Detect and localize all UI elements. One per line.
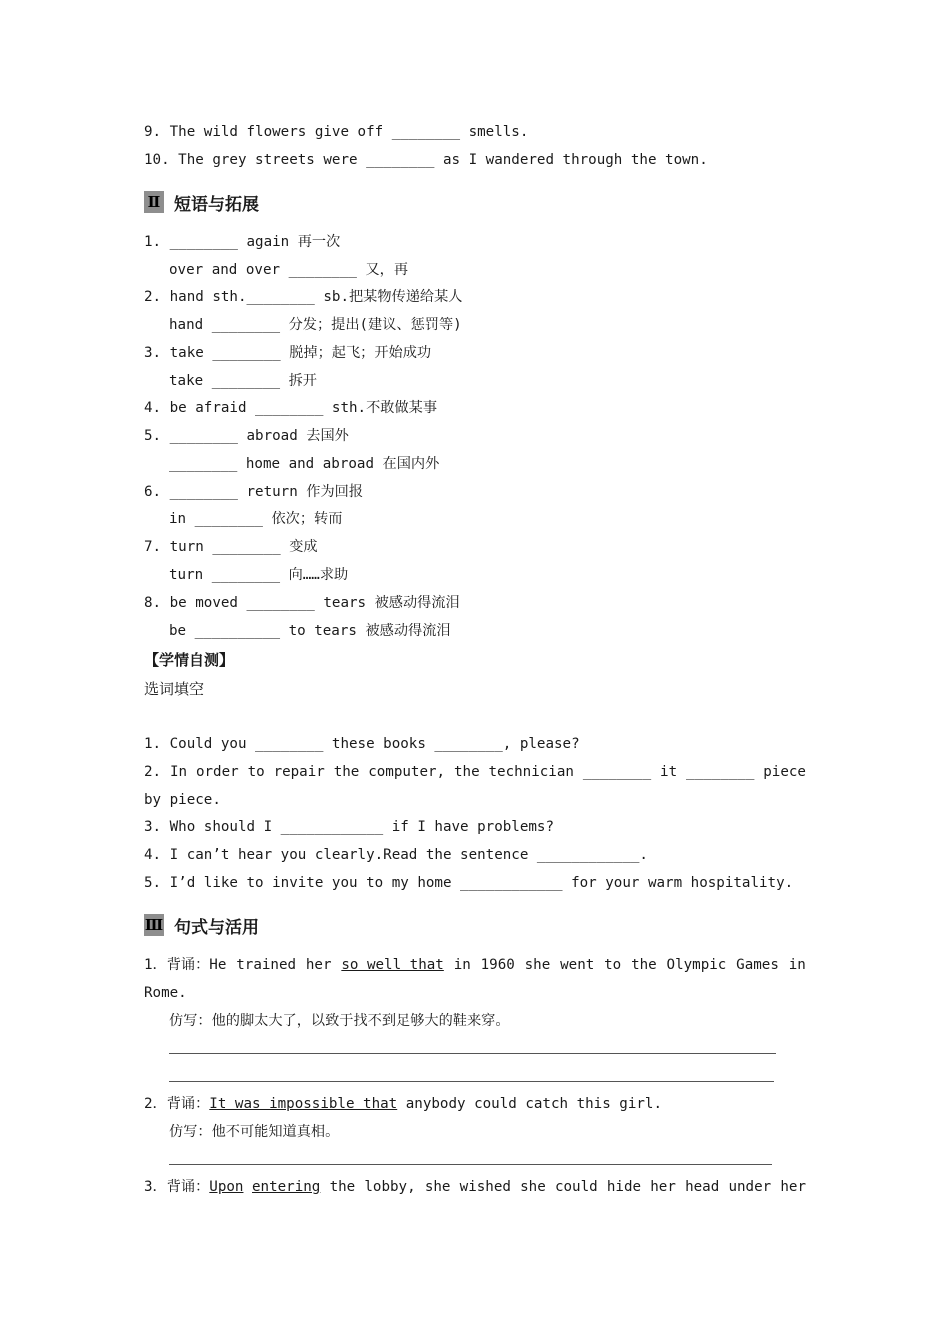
blank: ________ [582, 764, 652, 780]
word: repair [273, 764, 325, 780]
word: wished [459, 1179, 511, 1195]
phrase-item: be __________ to tears 被感动得流泪 [169, 623, 451, 639]
phrase-item: 1. ________ again 再一次 [144, 234, 341, 250]
phrase-item: hand ________ 分发；提出(建议、惩罚等) [169, 317, 462, 333]
phrase-item: 4. be afraid ________ sth.不敢做某事 [144, 400, 438, 416]
word: went [560, 957, 595, 973]
section-2-heading [144, 190, 259, 214]
word: technician [488, 764, 574, 780]
phrase-item: 8. be moved ________ tears 被感动得流泪 [144, 595, 460, 611]
word: to [604, 957, 622, 973]
word: it [660, 764, 678, 780]
word: the [333, 764, 360, 780]
word: 1960 [480, 957, 515, 973]
word-part: entering [252, 1179, 321, 1195]
self-test-q5: 5. I’d like to invite you to my home ____________ for your warm hospitality. [144, 875, 794, 891]
section-2-title: 短语与拓展 [174, 194, 259, 215]
word: trained [236, 957, 297, 973]
blank: ________ [686, 764, 755, 780]
word: the [631, 957, 657, 973]
key-structure: It was impossible that [209, 1096, 398, 1112]
word: Olympic [666, 957, 727, 973]
word [144, 1177, 320, 1199]
phrase-item: 3. take ________ 脱掉；起飞；开始成功 [144, 345, 432, 361]
word: in [788, 957, 806, 973]
word: hide [606, 1179, 642, 1195]
phrase-item: 2. hand sth.________ sb.把某物传递给某人 [144, 289, 463, 305]
self-test-q1: 1. Could you ________ these books ________, please? [144, 736, 580, 752]
word: Games [736, 957, 779, 973]
word: to [247, 764, 265, 780]
word: 1．背诵：He [144, 957, 227, 973]
answer-line [169, 1053, 776, 1054]
practice-prompt-2: 仿写：他不可能知道真相。 [169, 1124, 340, 1140]
vocab-item-10: 10. The grey streets were ________ as I wandered through the town. [144, 152, 708, 168]
answer-line [169, 1081, 774, 1082]
word: the [329, 1179, 356, 1195]
word: she [524, 957, 551, 973]
recite-label: 2．背诵： [144, 1096, 210, 1112]
self-test-q3: 3. Who should I ____________ if I have problems? [144, 819, 554, 835]
word: her [305, 957, 332, 973]
word-part [243, 1179, 252, 1195]
phrase-item: turn ________ 向……求助 [169, 567, 349, 583]
phrase-item: take ________ 拆开 [169, 373, 317, 389]
self-test-q4: 4. I can’t hear you clearly.Read the sentence ____________. [144, 847, 648, 863]
word: 2. [144, 764, 162, 780]
phrase-item: ________ home and abroad 在国内外 [169, 456, 440, 472]
self-test-q2 [144, 762, 806, 784]
section-3-heading [144, 913, 259, 937]
word: in [453, 957, 471, 973]
sentence-pattern-1 [144, 955, 806, 977]
word: piece [763, 764, 806, 780]
section-2-numeral: Ⅱ [144, 191, 164, 213]
self-test-instruction: 选词填空 [144, 680, 205, 698]
phrase-item: 5. ________ abroad 去国外 [144, 428, 349, 444]
self-test-heading: 【学情自测】 [144, 651, 235, 669]
practice-prompt-1: 仿写：他的脚太大了，以致于找不到足够大的鞋来穿。 [169, 1013, 510, 1029]
vocab-item-9: 9. The wild flowers give off ________ smells. [144, 124, 529, 140]
phrase-item: in ________ 依次；转而 [169, 511, 343, 527]
word-part: 3．背诵： [144, 1179, 210, 1195]
word: computer, [368, 764, 446, 780]
phrase-item: 7. turn ________ 变成 [144, 539, 318, 555]
word: she [520, 1179, 546, 1195]
word: she [424, 1179, 451, 1195]
phrase-item: 6. ________ return 作为回报 [144, 484, 364, 500]
word: her [780, 1179, 806, 1195]
word: her [650, 1179, 676, 1195]
word: order [195, 764, 239, 780]
self-test-q2-continued: by piece. [144, 792, 221, 808]
answer-line [169, 1164, 772, 1165]
word: In [169, 764, 188, 780]
sentence-pattern-2 [144, 1094, 662, 1116]
word-part: Upon [209, 1179, 244, 1195]
word: the [453, 764, 480, 780]
word: under [728, 1179, 772, 1195]
phrase-item: over and over ________ 又，再 [169, 262, 409, 278]
word: head [685, 1179, 720, 1195]
sentence-pattern-1-continued: Rome. [144, 985, 187, 1001]
sentence-pattern-3 [144, 1177, 806, 1199]
word: could [554, 1179, 598, 1195]
section-3-numeral: Ⅲ [144, 916, 164, 934]
word: lobby, [364, 1179, 416, 1195]
section-3-title: 句式与活用 [174, 917, 259, 938]
key-structure: so well that [341, 957, 444, 973]
sentence-rest: anybody could catch this girl. [397, 1096, 663, 1112]
